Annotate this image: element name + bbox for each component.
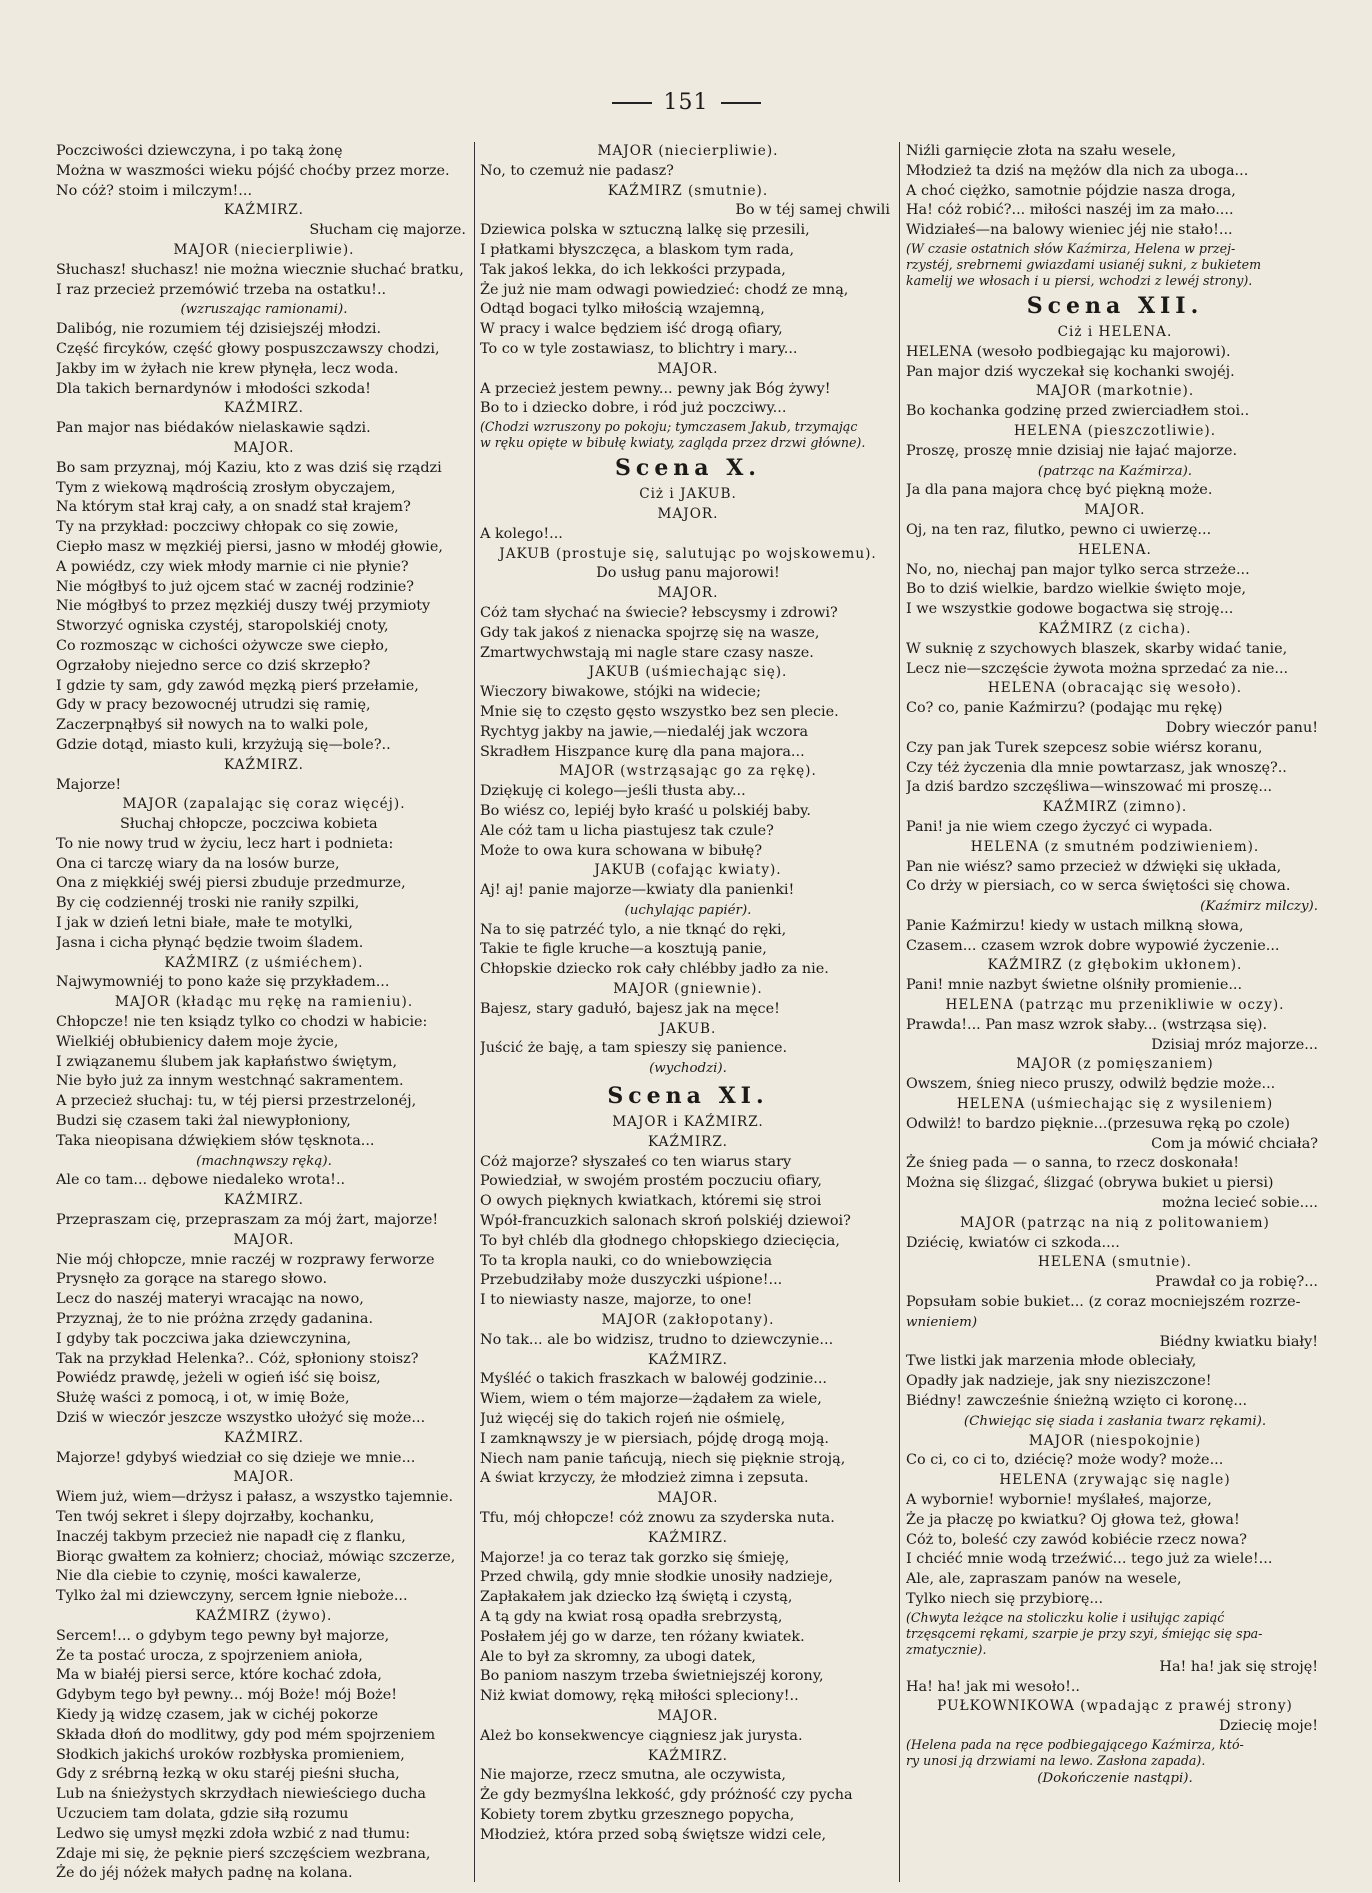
- text-line: Tym z wiekową mądrością zrosłym obyczajem,: [56, 479, 396, 496]
- text-line: Ten twój sekret i ślepy dojrzałby, kochanku,: [56, 1508, 375, 1525]
- text-line: Nie majorze, rzecz smutna, ale oczywista,: [480, 1767, 786, 1784]
- speaker-label: MAJOR (patrząc na nią z politowaniem): [960, 1214, 1270, 1231]
- text-line: Przepraszam cię, przepraszam za mój żart, majorze!: [56, 1212, 439, 1229]
- text-line: A świat krzyczy, że młodzież zimna i zepsuta.: [480, 1470, 809, 1487]
- stage-direction: kamelij we włosach i u piersi, wchodzi z lewéj strony).: [906, 272, 1253, 288]
- text-line: Może to owa kura schowana w bibułę?: [480, 842, 763, 859]
- stage-direction: (Chwyta leżące na stoliczku kolie i usiłując zapiąć: [906, 1609, 1225, 1625]
- text-line: Wpół-francuzkich salonach skroń polskiéj dziewoi?: [480, 1213, 851, 1230]
- speaker-label: HELENA (uśmiechając się z wysileniem): [956, 1096, 1274, 1113]
- text-line: A przecież jestem pewny... pewny jak Bóg żywy!: [480, 380, 831, 397]
- text-line: Część fircyków, część głowy pospuszczawszy chodzi,: [56, 340, 440, 357]
- text-line: Niż kwiat domowy, ręką miłości spleciony!..: [480, 1688, 799, 1705]
- speaker-label: MAJOR (niespokojnie): [1028, 1432, 1202, 1449]
- text-line: Dziś w wieczór jeszcze wszystko ułożyć się może...: [56, 1410, 426, 1426]
- speaker-label: MAJOR (zapalając się coraz więcéj).: [122, 796, 406, 813]
- text-line: Ha! cóż robić?... miłości naszéj im za mało....: [906, 202, 1234, 219]
- text-line: Zdaje mi się, że pęknie pierś szczęściem wezbrana,: [56, 1845, 431, 1862]
- speaker-label: MAJOR (zakłopotany).: [601, 1312, 775, 1329]
- text-line: HELENA (wesoło podbiegając ku majorowi).: [906, 343, 1231, 360]
- text-line: Już więcéj się do takich rojeń nie ośmielę,: [480, 1411, 786, 1428]
- text-line: Bo sam przyznaj, mój Kaziu, kto z was dziś się rządzi: [56, 459, 442, 476]
- text-line: Słucham cię majorze.: [309, 222, 466, 239]
- text-line: Cóż majorze? słyszałeś co ten wiarus stary: [480, 1153, 792, 1170]
- speaker-label: JAKUB (cofając kwiaty).: [594, 862, 782, 879]
- text-line: Czy téż życzenia dla mnie powtarzasz, jak wnoszę?..: [906, 759, 1287, 776]
- column-middle: [480, 142, 896, 1887]
- text-line: Niech nam panie tańcują, niech się pięknie stroją,: [480, 1450, 846, 1467]
- speaker-label: MAJOR (markotnie).: [1035, 383, 1195, 400]
- speaker-label: KAŹMIRZ.: [224, 1192, 304, 1209]
- text-line: Dobry wieczór panu!: [1165, 719, 1318, 736]
- column-right: [906, 142, 1324, 1887]
- stage-direction: wnieniem): [906, 1314, 978, 1330]
- text-line: W suknię z szychowych blaszek, skarby widać tanie,: [906, 640, 1288, 657]
- text-line: Bo kochanka godzinę przed zwierciadłem stoi..: [906, 403, 1250, 420]
- text-line: Aj! aj! panie majorze—kwiaty dla panienki!: [480, 882, 795, 899]
- speaker-label: HELENA (smutnie).: [1038, 1254, 1192, 1271]
- text-line: Widziałeś—na balowy wieniec jéj nie stało!...: [906, 222, 1233, 239]
- stage-direction: ry unosi ją drzwiami na lewo. Zasłona zapada).: [906, 1752, 1206, 1768]
- text-line: Skradłem Hiszpance kurę dla pana majora...: [480, 743, 805, 760]
- text-line: Powiedział, w swojém prostém poczuciu ofiary,: [480, 1173, 822, 1190]
- stage-direction: zmatycznie).: [906, 1641, 987, 1657]
- speaker-label: KAŹMIRZ (zimno).: [1042, 799, 1188, 816]
- speaker-label: KAŹMIRZ (z uśmiéchem).: [164, 954, 364, 971]
- speaker-label: KAŹMIRZ.: [648, 1133, 728, 1150]
- text-line: Słuchaj chłopcze, poczciwa kobieta: [120, 816, 378, 833]
- text-line: Pan nie wiész? samo przecież w dźwięki się układa,: [906, 858, 1282, 875]
- scene-heading: Scena XII.: [1026, 292, 1204, 319]
- text-line: Że ta postać urocza, z spojrzeniem anioła,: [56, 1647, 363, 1664]
- text-line: Bajesz, stary gadułó, bajesz jak na męce!: [480, 1000, 780, 1017]
- text-line: Chłopcze! nie ten ksiądz tylko co chodzi w habicie:: [56, 1014, 428, 1031]
- text-line: Dziewica polska w sztuczną lalkę się przesili,: [480, 222, 810, 239]
- text-line: Bo w téj samej chwili: [735, 202, 890, 219]
- text-line: O owych pięknych kwiatkach, któremi się stroi: [480, 1193, 822, 1210]
- speaker-label: MAJOR.: [233, 1469, 295, 1486]
- text-line: Opadły jak nadzieje, jak sny nieziszczone!: [906, 1373, 1212, 1390]
- text-line: Prawda!... Pan masz wzrok słaby... (wstrząsa się).: [906, 1016, 1268, 1033]
- scene-heading: Scena X.: [615, 455, 761, 482]
- stage-direction: (patrząc na Kaźmirza).: [1037, 463, 1193, 479]
- text-line: Zmartwychwstają mi nagle stare czasy nasze.: [480, 644, 814, 661]
- text-line: Tak na przykład Helenka?.. Cóż, spłoniony stoisz?: [56, 1350, 419, 1367]
- text-line: Pani! ja nie wiem czego życzyć ci wypada.: [906, 818, 1213, 835]
- text-line: Poczciwości dziewczyna, i po taką żonę: [56, 143, 343, 159]
- stage-direction: (Kaźmirz milczy).: [1200, 899, 1318, 915]
- text-line: Gdzie dotąd, miasto kuli, krzyżują się—bole?..: [56, 736, 391, 753]
- text-line: I związanemu ślubem jak kapłaństwo świętym,: [56, 1053, 398, 1070]
- speaker-label: HELENA.: [1078, 541, 1152, 558]
- text-line: Rychtyg jakby na jawie,—niedaléj jak wczora: [480, 723, 809, 740]
- text-line: Powiédz prawdę, jeżeli w ogień iść się boisz,: [56, 1370, 381, 1387]
- text-line: No tak... ale bo widzisz, trudno to dziewczynie...: [480, 1331, 834, 1348]
- text-line: No cóż? stoim i milczym!...: [56, 182, 253, 199]
- text-line: Oj, na ten raz, filutko, pewno ci uwierzę...: [906, 521, 1212, 538]
- text-line: Czasem... czasem wzrok dobre wypowié życzenie...: [906, 937, 1280, 954]
- text-line: Popsułam sobie bukiet... (z coraz mocniejszém rozrze-: [906, 1294, 1301, 1311]
- text-line: Com ja mówić chciała?: [1151, 1135, 1318, 1152]
- text-line: Ledwo się umysł męzki zdoła wzbić z nad tłumu:: [56, 1825, 411, 1842]
- text-line: Tylko niech się przybiorę...: [906, 1590, 1104, 1607]
- text-line: Dziécię, kwiatów ci szkoda....: [906, 1234, 1120, 1251]
- text-line: Słodkich jakichś uroków rozbłyska promieniem,: [56, 1746, 405, 1763]
- text-line: Tak jakoś lekka, do ich lekkości przypada,: [480, 261, 786, 278]
- speaker-label: KAŹMIRZ.: [648, 1747, 728, 1764]
- text-line: Biédny! zawcześnie śnieżną wzięto ci koronę...: [906, 1393, 1248, 1410]
- text-line: Wiem już, wiem—drżysz i pałasz, a wszystko tajemnie.: [56, 1489, 454, 1506]
- text-line: Że ja płaczę po kwiatku? Oj głowa też, głowa!: [906, 1511, 1240, 1528]
- text-line: Tylko żal mi dziewczyny, sercem łgnie nieboże...: [56, 1588, 408, 1605]
- text-line: Wieczory biwakowe, stójki na widecie;: [480, 684, 761, 701]
- speaker-label: MAJOR.: [657, 1490, 719, 1507]
- text-line: I we wszystkie godowe bogactwa się stroję...: [906, 601, 1234, 618]
- text-line: Przebudziłaby może duszyczki uśpione!...: [480, 1272, 783, 1289]
- text-line: Słuchasz! słuchasz! nie można wiecznie słuchać bratku,: [56, 261, 464, 278]
- text-line: Co? co, panie Kaźmirzu? (podając mu rękę): [906, 700, 1223, 717]
- text-line: I gdzie ty sam, gdy zawód męzką pierś przełamie,: [56, 677, 419, 694]
- text-line: Odtąd bogaci tylko miłością wzajemną,: [480, 301, 765, 318]
- text-line: Lecz do naszéj materyi wracając na nowo,: [56, 1291, 364, 1308]
- text-line: A kolego!...: [480, 525, 563, 542]
- text-line: Odwilż! to bardzo pięknie...(przesuwa ręką po czole): [906, 1115, 1291, 1132]
- stage-direction: trzęsącemi rękami, szarpie je przy szyi, śmiejąc się spa-: [906, 1625, 1263, 1641]
- text-line: A tą gdy na kwiat rosą opadła srebrzystą,: [480, 1608, 783, 1625]
- text-line: Taka nieopisana dźwiękiem słów tęsknota...: [56, 1132, 375, 1149]
- speaker-label: MAJOR (z pomięszaniem): [1016, 1056, 1214, 1073]
- text-line: Nie dla ciebie to czynię, mości kawalerze,: [56, 1568, 362, 1585]
- text-line: Stworzyć ogniska czystéj, staropolskiéj cnoty,: [56, 618, 389, 635]
- text-line: Nie mógłbyś to przez męzkiéj duszy twéj przymioty: [56, 598, 431, 615]
- text-line: Ależ bo konsekwencye ciągniesz jak jurysta.: [480, 1727, 803, 1744]
- text-line: Jasna i cicha płynąć będzie twoim śladem.: [56, 934, 364, 951]
- text-line: Ogrzałoby niejedno serce co dziś skrzepło?: [56, 657, 371, 674]
- text-line: Majorze! ja co teraz tak gorzko się śmieję,: [480, 1549, 790, 1566]
- speaker-label: MAJOR (gniewnie).: [613, 981, 763, 998]
- speaker-label: KAŹMIRZ (z cicha).: [1038, 620, 1192, 637]
- speaker-label: HELENA (patrząc mu przenikliwie w oczy).: [945, 997, 1285, 1014]
- page-number: [0, 90, 1372, 115]
- speaker-label: JAKUB (uśmiechając się).: [588, 664, 788, 681]
- text-line: Gdy tak jakoś z nienacka spojrzę się na wasze,: [480, 624, 820, 641]
- speaker-label: KAŹMIRZ (z głębokim ukłonem).: [987, 957, 1243, 974]
- text-line: I zamknąwszy je w piersiach, pójdę drogą moją.: [480, 1430, 830, 1447]
- text-line: Służę waści z pomocą, i ot, w imię Boże,: [56, 1390, 350, 1407]
- text-line: Że już nie mam odwagi powiedzieć: chodź ze mną,: [480, 281, 849, 298]
- text-line: Przed chwilą, gdy mnie słodkie unosiły nadzieje,: [480, 1569, 833, 1586]
- text-line: Majorze! gdybyś wiedział co się dzieje we mnie...: [56, 1449, 416, 1466]
- text-line: Pani! mnie nazbyt świetne olśniły promienie...: [906, 977, 1243, 994]
- text-line: W pracy i walce będziem iść drogą ofiary,: [480, 321, 783, 338]
- speaker-label: HELENA (obracając się wesoło).: [987, 680, 1243, 697]
- text-line: Dzisiaj mróz majorze...: [1151, 1036, 1318, 1053]
- stage-direction: (W czasie ostatnich słów Kaźmirza, Helena w przej-: [906, 240, 1236, 256]
- text-line: Do usług panu majorowi!: [596, 565, 780, 582]
- text-line: Takie te figle kruche—a kosztują panie,: [480, 941, 767, 958]
- text-line: Co drży w piersiach, co w serca świętości się chowa.: [906, 878, 1291, 895]
- text-line: Co ci, co ci to, dziécię? może wody? może...: [906, 1452, 1224, 1469]
- text-line: To ta kropla nauki, co do wniebowzięcia: [480, 1252, 773, 1269]
- speaker-label: Ciż i HELENA.: [1057, 323, 1173, 340]
- text-line: Gdy z srébrną łezką w oku staréj pieśni słucha,: [56, 1766, 400, 1783]
- text-line: Ciepło masz w męzkiéj piersi, jasno w młodéj głowie,: [56, 538, 443, 555]
- text-line: Panie Kaźmirzu! kiedy w ustach milkną słowa,: [906, 917, 1244, 934]
- speaker-label: MAJOR i KAŹMIRZ.: [612, 1114, 764, 1131]
- text-line: Ja dla pana majora chcę być piękną może.: [906, 482, 1213, 499]
- speaker-label: MAJOR.: [1084, 502, 1146, 519]
- text-line: Zaczerpnąłbyś sił nowych na to walki pole,: [56, 717, 369, 734]
- text-line: Że gdy bezmyślna lekkość, gdy próżność czy pycha: [480, 1787, 853, 1804]
- speaker-label: MAJOR.: [657, 505, 719, 522]
- text-line: Dziecię moje!: [1218, 1718, 1318, 1735]
- text-line: Ale cóż tam u licha piastujesz tak czule?: [480, 822, 774, 839]
- text-line: Bo to i dziecko dobre, i ród już poczciwy...: [480, 400, 787, 417]
- text-line: Ona z miękkiéj swéj piersi zbuduje przedmurze,: [56, 875, 406, 892]
- stage-direction: rzystéj, srebrnemi gwiazdami usianéj sukni, z bukietem: [906, 256, 1262, 272]
- text-line: Dla takich bernardynów i młodości szkoda!: [56, 380, 371, 397]
- text-line: I jak w dzień letni białe, małe te motylki,: [56, 915, 353, 932]
- text-line: Owszem, śnieg nieco pruszy, odwilż będzie może...: [906, 1076, 1276, 1093]
- text-line: Młodzież, która przed sobą świętsze widzi cele,: [480, 1826, 827, 1843]
- text-line: To nie nowy trud w życiu, lecz hart i podnieta:: [56, 835, 394, 852]
- stage-direction: w ręku opięte w bibułę kwiaty, zagląda przez drzwi główne).: [480, 435, 866, 451]
- text-line: Gdybym tego był pewny... mój Boże! mój Boże!: [56, 1687, 398, 1704]
- text-line: Cóż tam słychać na świecie? łebscysmy i zdrowi?: [480, 604, 838, 621]
- text-line: Że do jéj nóżek małych padnę na kolana.: [56, 1865, 353, 1882]
- speaker-label: MAJOR.: [657, 585, 719, 602]
- stage-direction: (Dokończenie nastąpi).: [1037, 1770, 1193, 1786]
- speaker-label: KAŹMIRZ.: [224, 400, 304, 417]
- speaker-label: MAJOR.: [233, 439, 295, 456]
- stage-direction: (wzruszając ramionami).: [180, 302, 348, 318]
- text-line: Inaczéj takbym przecież nie napadł cię z flanku,: [56, 1528, 406, 1545]
- stage-direction: (Helena pada na ręce podbiegającego Kaźmirza, któ-: [906, 1736, 1244, 1752]
- speaker-label: MAJOR (niecierpliwie).: [173, 241, 355, 258]
- text-line: Dziękuję ci kolego—jeśli tłusta aby...: [480, 783, 746, 800]
- speaker-label: MAJOR.: [657, 1707, 719, 1724]
- text-line: I to niewiasty nasze, majorze, to one!: [480, 1292, 753, 1309]
- speaker-label: MAJOR (wstrząsając go za rękę).: [559, 763, 817, 780]
- text-line: Kiedy ją widzę czasem, jak w cichéj pokorze: [56, 1706, 379, 1723]
- text-line: No, to czemuż nie padasz?: [480, 162, 674, 179]
- text-line: Twe listki jak marzenia młode obleciały,: [906, 1353, 1197, 1370]
- text-line: Co rozmosząc w cichości ożywcze swe ciepło,: [56, 637, 389, 654]
- speaker-label: JAKUB.: [659, 1020, 717, 1037]
- speaker-label: MAJOR (niecierpliwie).: [597, 143, 779, 159]
- text-line: Ha! ha! jak mi wesoło!..: [906, 1678, 1080, 1695]
- page-number-text: 151: [663, 90, 709, 115]
- text-line: A wybornie! wybornie! myślałeś, majorze,: [906, 1492, 1212, 1508]
- text-line: Bo to dziś wielkie, bardzo wielkie święto moje,: [906, 581, 1247, 598]
- column-rule: [474, 142, 475, 1882]
- speaker-label: KAŹMIRZ.: [224, 1429, 304, 1446]
- text-line: Kobiety torem zbytku grzesznego popycha,: [480, 1806, 795, 1823]
- text-line: Czy pan jak Turek szepcesz sobie wiérsz koranu,: [906, 739, 1263, 756]
- text-line: Na to się patrzéć tylo, a nie tknąć do ręki,: [480, 921, 787, 938]
- text-line: Biédny kwiatku biały!: [1159, 1333, 1318, 1350]
- page-number-dash: [721, 102, 761, 104]
- text-line: A powiédz, czy wiek młody marnie ci nie płynie?: [56, 558, 409, 575]
- speaker-label: MAJOR (kładąc mu rękę na ramieniu).: [114, 994, 414, 1011]
- text-line: Ma w białéj piersi serce, które kochać zdoła,: [56, 1667, 383, 1684]
- text-line: Nie było już za innym westchnąć sakramentem.: [56, 1073, 404, 1090]
- column-left: [56, 142, 472, 1887]
- text-line: Nie mógłbyś to już ojcem stać w zacnéj rodzinie?: [56, 578, 414, 595]
- text-line: Cóż to, boleść czy zawód kobiécie rzecz nowa?: [906, 1531, 1247, 1548]
- text-line: Lecz nie—szczęście żywota można sprzedać za nie...: [906, 660, 1289, 677]
- text-line: Ale co tam... dębowe niedaleko wrota!..: [56, 1172, 346, 1189]
- speaker-label: MAJOR.: [657, 360, 719, 377]
- stage-direction: (Chwiejąc się siada i zasłania twarz rękami).: [963, 1413, 1267, 1429]
- text-line: I chciéć mnie wodą trzeźwić... tego już za wiele!...: [906, 1551, 1273, 1568]
- scene-heading: Scena XI.: [607, 1083, 769, 1110]
- speaker-label: KAŹMIRZ.: [224, 756, 304, 773]
- text-line: Ha! ha! jak się stroję!: [1159, 1658, 1318, 1675]
- speaker-label: HELENA (zrywając się nagle): [999, 1472, 1231, 1489]
- text-line: Tfu, mój chłopcze! cóż znowu za szyderska nuta.: [480, 1510, 835, 1526]
- text-line: Gdy w pracy bezowocnéj utrudzi się ramię,: [56, 697, 371, 714]
- text-line: Bo wiész co, lepiéj było kraść u polskiéj baby.: [480, 802, 811, 819]
- text-line: Dalibóg, nie rozumiem téj dzisiejszéj młodzi.: [56, 321, 382, 338]
- text-line: Wiem, wiem o tém majorze—żądałem za wiele,: [480, 1391, 822, 1408]
- text-line: Proszę, proszę mnie dzisiaj nie łajać majorze.: [906, 442, 1238, 459]
- speaker-label: PUŁKOWNIKOWA (wpadając z prawéj strony): [937, 1698, 1293, 1715]
- text-line: A przecież słuchaj: tu, w téj piersi przestrzelonéj,: [56, 1093, 417, 1110]
- speaker-label: HELENA (pieszczotliwie).: [1013, 422, 1217, 439]
- text-line: Lub na śnieżystych skrzydłach niewieściego ducha: [56, 1786, 426, 1803]
- text-line: To co w tyle zostawiasz, to blichtry i mary...: [480, 340, 798, 357]
- text-line: Niźli garnięcie złota na szału wesele,: [906, 143, 1177, 159]
- text-line: Ty na przykład: poczciwy chłopak co się zowie,: [56, 519, 399, 536]
- speaker-label: HELENA (z smutném podziwieniem).: [970, 838, 1260, 855]
- text-line: Myśléć o takich fraszkach w balowéj godzinie...: [480, 1371, 827, 1388]
- text-line: Można w waszmości wieku pójść choćby przez morze.: [56, 162, 450, 179]
- speaker-label: KAŹMIRZ (żywo).: [195, 1607, 333, 1624]
- stage-direction: (uchylając papiér).: [624, 902, 752, 918]
- column-rule: [899, 142, 900, 1882]
- text-line: Można się ślizgać, ślizgać (obrywa bukiet u piersi): [906, 1175, 1274, 1192]
- text-line: Sercem!... o gdybym tego pewny był majorze,: [56, 1627, 390, 1644]
- text-line: Prawdał co ja robię?...: [1155, 1274, 1318, 1291]
- stage-direction: (wychodzi).: [649, 1061, 727, 1077]
- text-line: można lecieć sobie....: [1162, 1195, 1318, 1212]
- text-line: Składa dłoń do modlitwy, gdy pod mém spojrzeniem: [56, 1726, 436, 1743]
- text-line: I raz przecież przemówić trzeba na ostatku!..: [56, 281, 387, 298]
- text-line: Budzi się czasem taki żal niewypłoniony,: [56, 1113, 351, 1130]
- text-line: No, no, niechaj pan major tylko serca strzeże...: [906, 561, 1250, 578]
- speaker-label: KAŹMIRZ.: [648, 1529, 728, 1546]
- stage-direction: (machnąwszy ręką).: [196, 1153, 332, 1169]
- text-line: A choć ciężko, samotnie pójdzie nasza droga,: [906, 182, 1236, 199]
- text-line: Prysnęło za gorące na starego słowo.: [56, 1271, 328, 1288]
- text-line: I płatkami błyszczęca, a blaskom tym rada,: [480, 241, 795, 258]
- speaker-label: MAJOR.: [233, 1231, 295, 1248]
- text-line: Ale to był za skromny, za ubogi datek,: [480, 1648, 757, 1665]
- text-line: Chłopskie dziecko rok cały chlébby jadło za nie.: [480, 961, 829, 978]
- text-line: Przyznaj, że to nie próżna zrzędy gadanina.: [56, 1311, 374, 1328]
- text-line: Juścić że baję, a tam spieszy się panience.: [480, 1040, 788, 1057]
- speaker-label: KAŹMIRZ (smutnie).: [607, 182, 769, 199]
- speaker-label: JAKUB (prostuje się, salutując po wojskowemu).: [499, 545, 877, 562]
- text-line: Ona ci tarczę wiary da na losów burze,: [56, 855, 340, 872]
- text-line: Młodzież ta dziś na mężów dla nich za uboga...: [906, 162, 1249, 179]
- text-line: Wielkiéj obłubienicy dałem moje życie,: [56, 1033, 339, 1050]
- text-line: Najwymowniéj to pono każe się przykładem...: [56, 974, 390, 991]
- text-line: Że śnieg pada — o sanna, to rzecz doskonała!: [906, 1155, 1239, 1172]
- text-line: Biorąc gwałtem za kołnierz; chociaż, mówiąc szczerze,: [56, 1548, 456, 1565]
- text-line: Pan major nas biédaków nielaskawie sądzi.: [56, 420, 371, 437]
- speaker-label: KAŹMIRZ.: [224, 202, 304, 219]
- text-line: Uczuciem tam dolata, gdzie siłą rozumu: [56, 1805, 349, 1822]
- page-number-dash: [612, 102, 652, 104]
- text-line: Mnie się to często gęsto wszystko bez sen plecie.: [480, 703, 839, 720]
- text-line: Jakby im w żyłach nie krew płynęła, lecz woda.: [56, 360, 399, 377]
- text-line: Zapłakałem jak dziecko łzą świętą i czystą,: [480, 1589, 793, 1606]
- text-line: Ale, ale, zapraszam panów na wesele,: [906, 1571, 1182, 1588]
- text-line: I gdyby tak poczciwa jaka dziewczynina,: [56, 1330, 352, 1347]
- text-line: Bo paniom naszym trzeba świetniejszéj korony,: [480, 1668, 824, 1685]
- text-line: Nie mój chłopcze, mnie raczéj w rozprawy ferworze: [56, 1251, 435, 1268]
- text-line: Posłałem jéj go w darze, ten różany kwiatek.: [480, 1628, 805, 1645]
- text-line: By cię codziennéj troski nie raniły szpilki,: [56, 895, 360, 912]
- speaker-label: Ciż i JAKUB.: [639, 486, 737, 503]
- text-line: Ja dziś bardzo szczęśliwa—winszować mi proszę...: [906, 779, 1273, 796]
- text-line: Pan major dziś wyczekał się kochanki swojéj.: [906, 363, 1235, 380]
- text-line: Majorze!: [56, 776, 122, 793]
- speaker-label: KAŹMIRZ.: [648, 1351, 728, 1368]
- text-line: Na którym stał kraj cały, a on snadź stał krajem?: [56, 499, 411, 516]
- stage-direction: (Chodzi wzruszony po pokoju; tymczasem Jakub, trzymając: [480, 419, 858, 435]
- text-line: To był chléb dla głodnego chłopskiego dziecięcia,: [480, 1232, 840, 1249]
